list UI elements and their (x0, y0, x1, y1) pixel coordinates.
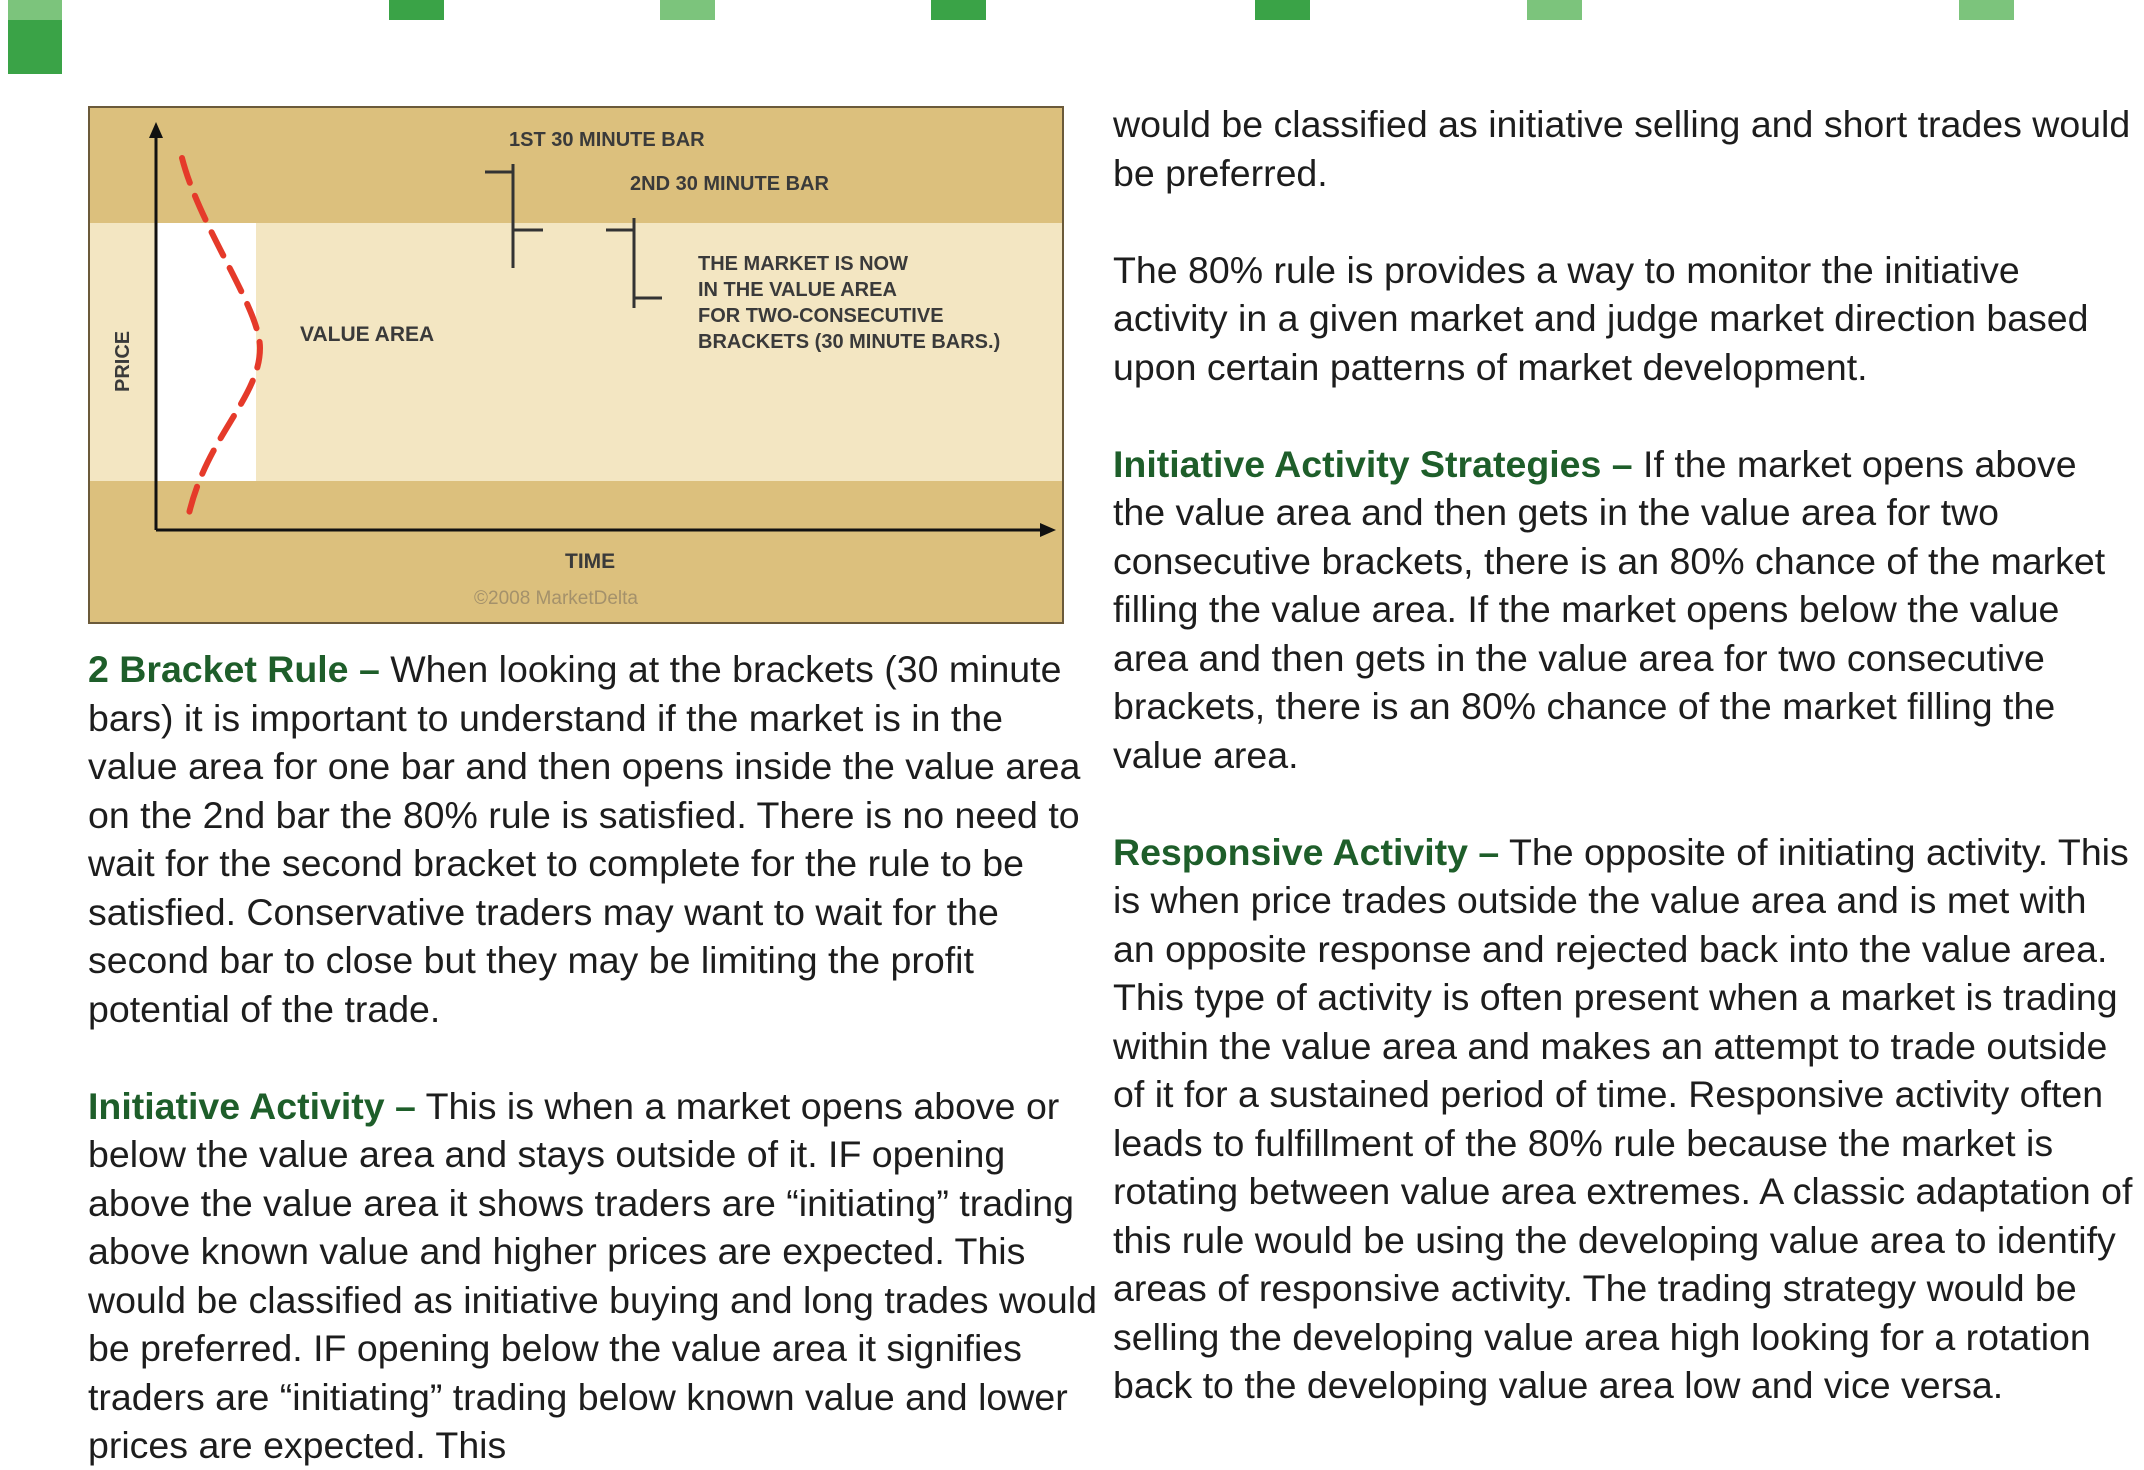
continued-paragraph: would be classified as initiative selling and short trades would be preferred. (1113, 103, 2131, 194)
profile-fill (156, 223, 256, 481)
bracket-rule-text: When looking at the brackets (30 minute bars) it is important to understand if the market is in the value area for one bar and then opens inside the value area on the 2nd bar the 80% rule is satisfied. There is no need to wait for the second bracket to complete for the rule to be satisfied. Conservative traders may want to wait for the second bar to close but they may be limiting the profit potential of the trade. (88, 648, 1081, 1030)
copyright: ©2008 MarketDelta (474, 588, 638, 609)
responsive-activity-paragraph (1113, 828, 2133, 1410)
bracket-rule-heading: 2 Bracket Rule – (88, 648, 380, 690)
market-note-line: IN THE VALUE AREA (698, 279, 897, 301)
bar1-label: 1ST 30 MINUTE BAR (509, 129, 705, 151)
header-square-2 (8, 20, 62, 74)
price-axis-label: PRICE (112, 330, 134, 392)
value-area-diagram (90, 108, 1062, 622)
bracket-rule-paragraph (88, 645, 1098, 1033)
responsive-activity-heading: Responsive Activity – (1113, 830, 1500, 873)
header-square-8 (1959, 0, 2014, 20)
market-note-line: BRACKETS (30 MINUTE BARS.) (698, 331, 1001, 353)
header-square-7 (1527, 0, 1582, 20)
time-axis-label: TIME (565, 550, 616, 573)
right-column (1113, 100, 2133, 1410)
initiative-activity-text: This is when a market opens above or below the value area and stays outside of it. IF opening above the value area it shows traders are “initiating” trading above known value and higher prices are expected. This would be classified as initiative buying and long trades would be preferred. IF opening below the value area it signifies traders are “initiating” trading below known value and lower prices are expected. This (88, 1084, 1097, 1466)
initiative-strategies-paragraph (1113, 440, 2133, 780)
header-square-1 (8, 0, 62, 20)
bar2-label: 2ND 30 MINUTE BAR (630, 173, 829, 195)
market-note-line: THE MARKET IS NOW (698, 253, 908, 275)
responsive-activity-text: The opposite of initiating activity. This is when price trades outside the value area and is met with an opposite response and rejected back into the value area. This type of activity is often present when a market is trading within the value area and makes an attempt to trade outside of it for a sustained period of time. Responsive activity often leads to fulfillment of the 80% rule because the market is rotating between value area extremes. A classic adaptation of this rule would be using the developing value area to identify areas of responsive activity. The trading strategy would be selling the developing value area high looking for a rotation back to the developing value area low and vice versa. (1113, 830, 2133, 1406)
market-note-line: FOR TWO-CONSECUTIVE (698, 305, 944, 327)
header-square-6 (1255, 0, 1310, 20)
header-square-4 (660, 0, 715, 20)
header-square-3 (389, 0, 444, 20)
value-area-label: VALUE AREA (300, 323, 435, 346)
left-column (88, 645, 1098, 1470)
value-area-figure (88, 106, 1064, 624)
initiative-activity-paragraph (88, 1082, 1098, 1470)
initiative-activity-heading: Initiative Activity – (88, 1084, 416, 1127)
header-square-5 (931, 0, 986, 20)
initiative-strategies-text: If the market opens above the value area and then gets in the value area for two consecutive brackets, there is an 80% chance of the market filling the value area. If the market opens below the value area and then gets in the value area for two consecutive brackets, there is an 80% chance of the market filling the value area. (1113, 442, 2106, 776)
eighty-percent-rule-paragraph: The 80% rule is provides a way to monitor the initiative activity in a given market and judge market direction based upon certain patterns of market development. (1113, 248, 2089, 388)
initiative-strategies-heading: Initiative Activity Strategies – (1113, 442, 1633, 485)
